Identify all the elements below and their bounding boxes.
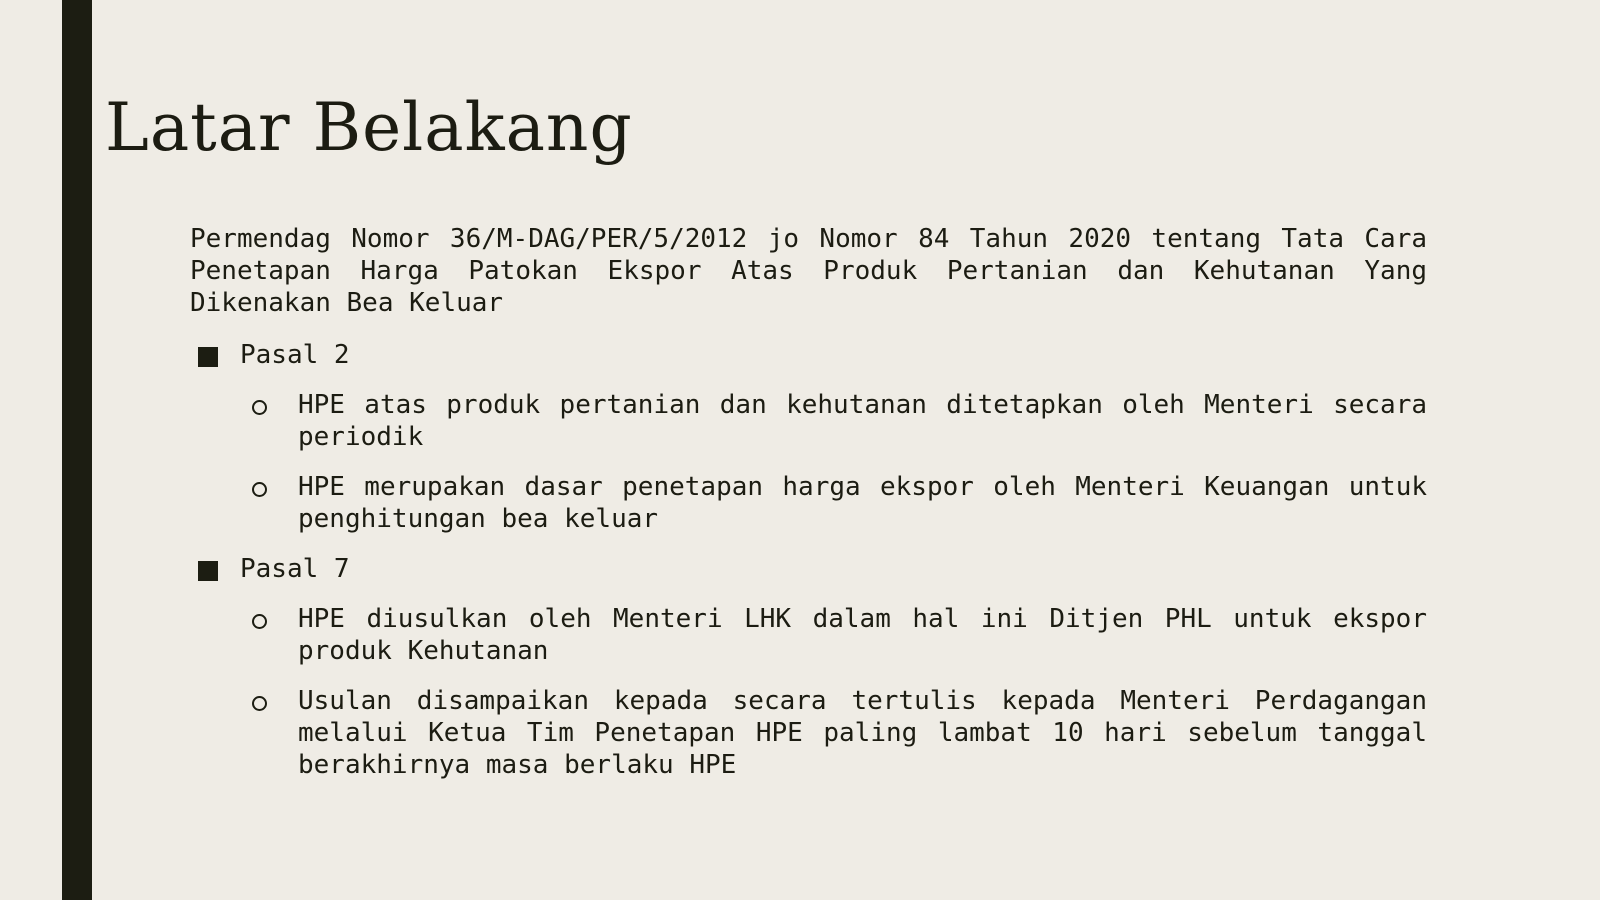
circle-bullet-icon xyxy=(252,614,267,629)
square-bullet-icon xyxy=(198,561,218,581)
list-item xyxy=(190,471,1427,535)
slide-title: Latar Belakang xyxy=(105,89,633,166)
list-item xyxy=(190,603,1427,667)
list-item xyxy=(190,389,1427,453)
list-item-text: Usulan disampaikan kepada secara tertulis kepada Menteri Perdagangan melalui Ketua Tim Penetapan HPE paling lambat 10 hari sebelum tanggal berakhirnya masa berlaku HPE xyxy=(298,686,1427,780)
intro-paragraph: Permendag Nomor 36/M-DAG/PER/5/2012 jo Nomor 84 Tahun 2020 tentang Tata Cara Penetapan Harga Patokan Ekspor Atas Produk Pertanian dan Kehutanan Yang Dikenakan Bea Keluar xyxy=(190,224,1427,318)
section-pasal-7 xyxy=(190,553,1427,781)
section-heading xyxy=(190,339,1427,371)
section-heading-label: Pasal 7 xyxy=(240,554,350,584)
square-bullet-icon xyxy=(198,347,218,367)
circle-bullet-icon xyxy=(252,400,267,415)
section-pasal-2 xyxy=(190,339,1427,535)
section-heading xyxy=(190,553,1427,585)
slide-content xyxy=(190,223,1427,799)
circle-bullet-icon xyxy=(252,696,267,711)
list-item-text: HPE atas produk pertanian dan kehutanan ditetapkan oleh Menteri secara periodik xyxy=(298,390,1427,452)
section-heading-label: Pasal 2 xyxy=(240,340,350,370)
accent-side-bar xyxy=(62,0,92,900)
list-item-text: HPE merupakan dasar penetapan harga ekspor oleh Menteri Keuangan untuk penghitungan bea keluar xyxy=(298,472,1427,534)
circle-bullet-icon xyxy=(252,482,267,497)
list-item xyxy=(190,685,1427,781)
list-item-text: HPE diusulkan oleh Menteri LHK dalam hal ini Ditjen PHL untuk ekspor produk Kehutanan xyxy=(298,604,1427,666)
